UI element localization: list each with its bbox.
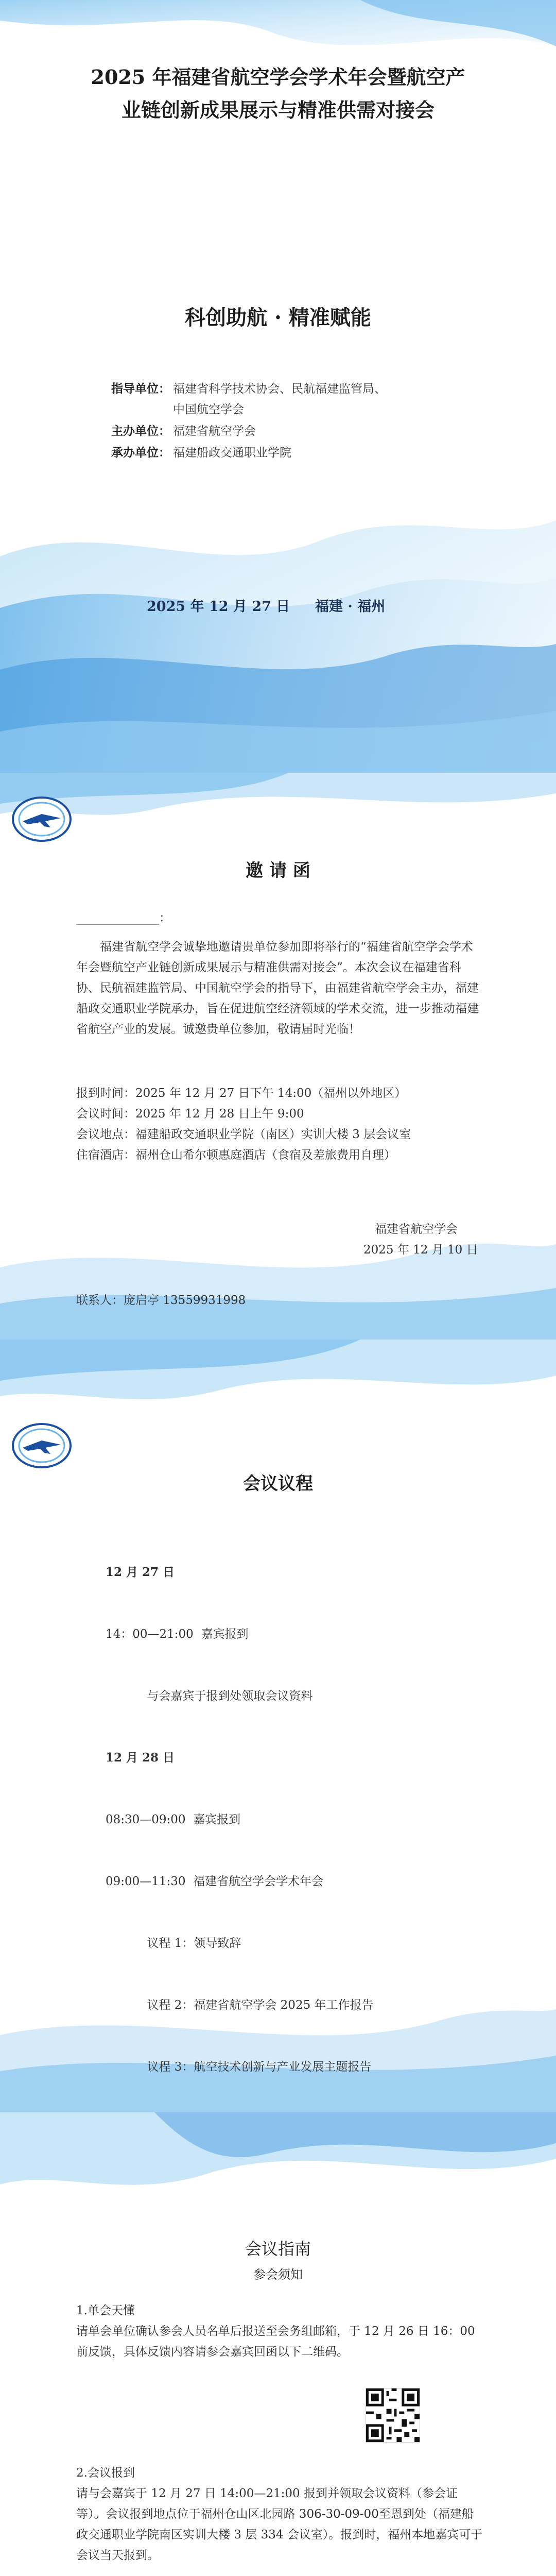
agenda-item: 与会嘉宾于报到处领取会议资料: [106, 1689, 313, 1703]
section-1-text: 请单会单位确认参会人员名单后报送至会务组邮箱，于 12 月 26 日 16：00 前反馈，具体反馈内容请参会嘉宾回函以下二维码。: [76, 2325, 475, 2359]
agenda-item: 09:00—11:30 福建省航空学会学术年会: [106, 1875, 324, 1888]
cover-organizers: [111, 379, 513, 482]
invitation-section: [0, 773, 556, 1340]
cover-date: 2025 年 12 月 27 日: [147, 599, 290, 615]
meeting-venue: 会议地点：福建船政交通职业学院（南区）实训大楼 3 层会议室: [76, 1128, 411, 1141]
aviation-society-logo-icon: [11, 795, 72, 843]
agenda-item: 议程 2：福建省航空学会 2025 年工作报告: [106, 1998, 374, 2012]
arrival-time: 报到时间：2025 年 12 月 27 日下午 14:00（福州以外地区）: [76, 1087, 407, 1100]
guide-heading: 会议指南: [245, 2239, 311, 2259]
qr-code-graphic: [366, 2388, 420, 2442]
agenda-section: [0, 1340, 556, 2112]
agenda-item: 08:30—09:00 嘉宾报到: [106, 1813, 241, 1826]
agenda-heading: 会议议程: [243, 1473, 313, 1494]
agenda-item: 议程 3：航空技术创新与产业发展主题报告: [106, 2060, 372, 2074]
organizer-label: 承办单位：: [111, 446, 170, 460]
host-label: 主办单位：: [111, 424, 170, 438]
invitation-heading: 邀 请 函: [246, 860, 310, 881]
guide-value-2: 中国航空学会: [173, 403, 244, 416]
invitation-paragraph: 福建省航空学会诚挚地邀请贵单位参加即将举行的“福建省航空学会学术年会暨航空产业链创新成果展示与精准供需对接会”。本次会议在福建省科协、民航福建监管局、中国航空学会的指导下，由福建省航空学会主办，福建船政交通职业学院承办，旨在促进航空经济领域的学术交流，进一步推动福建省航空产业的发展。诚邀贵单位参加，敬请届时光临！: [76, 940, 479, 1036]
section-2-title: 2.会议报到: [76, 2466, 135, 2480]
section-2-text: 请与会嘉宾于 12 月 27 日 14:00—21:00 报到并领取会议资料（参会证等）。会议报到地点位于福州仓山区北园路 306-30-09-00至恩到处（福建船政交通职业学院南区实训大楼 3 层 334 会议室）。报到时，福州本地嘉宾可于会议当天报到。: [76, 2487, 483, 2562]
contact-info: 联系人：庞启亭 13559931998: [76, 1294, 246, 1307]
hotel-info: 住宿酒店：福州仓山希尔顿惠庭酒店（食宿及差旅费用自理）: [76, 1148, 396, 1162]
cover-title-line2: 业链创新成果展示与精准供需对接会: [121, 98, 435, 122]
aviation-society-logo-icon: [11, 1422, 72, 1469]
cover-subtitle: 科创助航 · 精准赋能: [185, 306, 371, 330]
invitation-details: [76, 1083, 483, 1165]
agenda-item: 12 月 27 日: [106, 1565, 175, 1579]
guide-section-2: [76, 2463, 483, 2566]
invitation-recipient-blank: ______________：: [76, 911, 171, 925]
guide-subheading: 参会须知: [253, 2267, 303, 2282]
cover-section: [0, 0, 556, 773]
agenda-item: 议程 1：领导致辞: [106, 1937, 241, 1950]
agenda-item: 14：00—21:00 嘉宾报到: [106, 1628, 249, 1641]
guide-section-1: [76, 2300, 478, 2362]
agenda-list: [106, 1521, 507, 2112]
host-value: 福建省航空学会: [173, 425, 256, 438]
signature-org: 福建省航空学会: [375, 1223, 458, 1236]
agenda-item: 12 月 28 日: [106, 1751, 175, 1765]
section-1-title: 1.单会天懂: [76, 2304, 135, 2317]
organizer-value: 福建船政交通职业学院: [173, 446, 291, 460]
guide-value-1: 福建省科学技术协会、民航福建监管局、: [173, 382, 386, 396]
cover-city: 福建 · 福州: [315, 599, 386, 615]
guide-section: [0, 2112, 556, 2576]
cover-title-line1: 2025 年福建省航空学会学术年会暨航空产: [91, 65, 465, 89]
cover-title: [31, 61, 525, 127]
meeting-time: 会议时间：2025 年 12 月 28 日上午 9:00: [76, 1107, 304, 1121]
guide-label: 指导单位：: [111, 382, 170, 396]
signature-date: 2025 年 12 月 10 日: [363, 1243, 478, 1257]
qr-code-icon[interactable]: [366, 2388, 420, 2443]
